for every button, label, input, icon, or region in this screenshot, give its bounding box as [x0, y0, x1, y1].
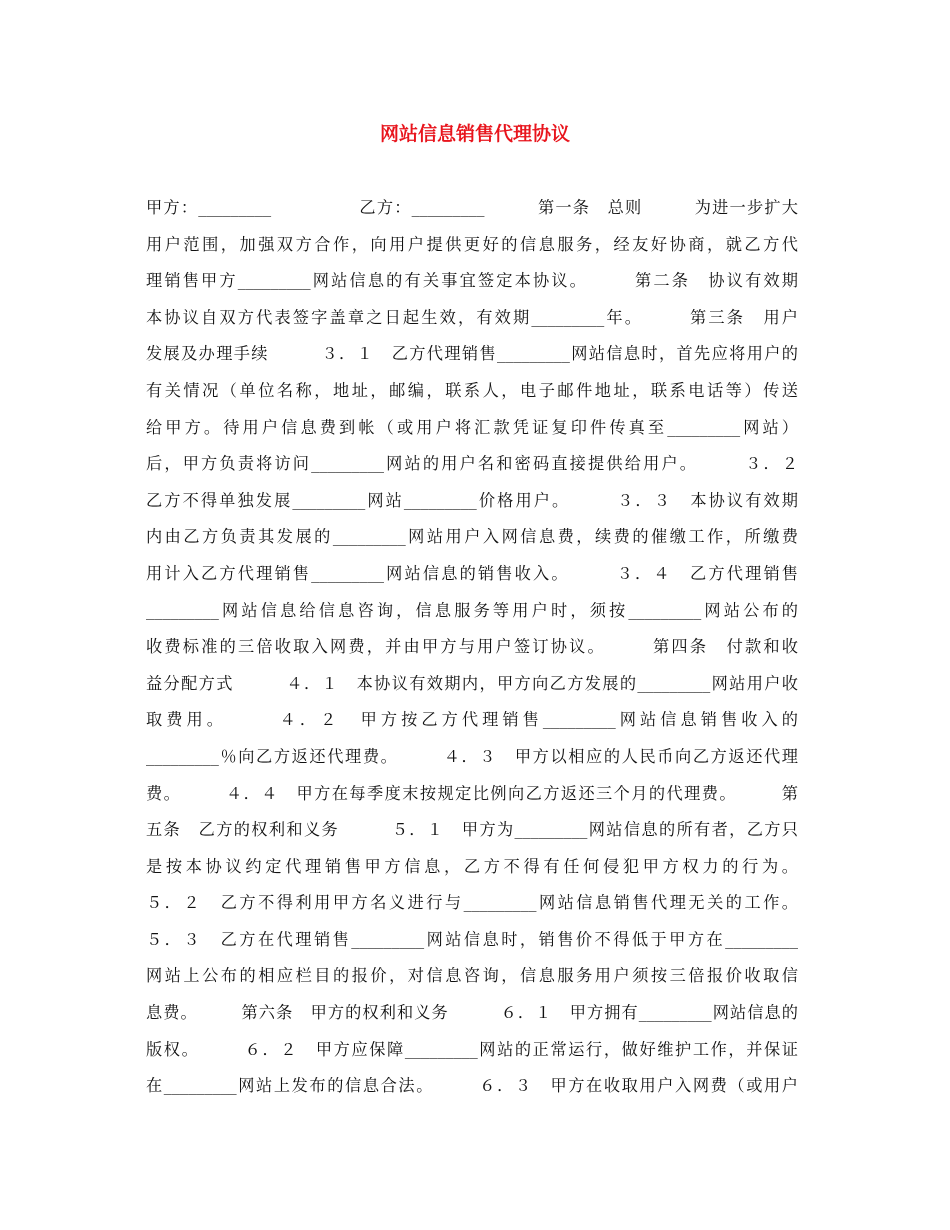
body-line-23: 息费。 第六条 甲方的权利和义务 ６．１ 甲方拥有_________网站信息的 — [146, 1003, 798, 1023]
body-line-20: ５．２ 乙方不得利用甲方名义进行与_________网站信息销售代理无关的工作。 — [146, 893, 798, 913]
body-line-13: 收费标准的三倍收取入网费，并由甲方与用户签订协议。 第四条 付款和收 — [146, 637, 798, 657]
body-line-24: 版权。 ６．２ 甲方应保障_________网站的正常运行，做好维护工作，并保证 — [146, 1039, 798, 1059]
body-line-12: _________网站信息给信息咨询，信息服务等用户时，须按_________网站公布的 — [146, 600, 798, 620]
body-line-8: 后，甲方负责将访问_________网站的用户名和密码直接提供给用户。 ３．２ — [146, 454, 798, 474]
body-line-18: 五条 乙方的权利和义务 ５．１ 甲方为_________网站信息的所有者，乙方只 — [146, 820, 798, 840]
body-line-11: 用计入乙方代理销售_________网站信息的销售收入。 ３．４ 乙方代理销售 — [146, 563, 798, 583]
body-line-14: 益分配方式 ４．１ 本协议有效期内，甲方向乙方发展的_________网站用户收 — [146, 673, 798, 693]
body-line-19: 是按本协议约定代理销售甲方信息，乙方不得有任何侵犯甲方权力的行为。 — [146, 856, 798, 876]
body-line-22: 网站上公布的相应栏目的报价，对信息咨询，信息服务用户须按三倍报价收取信 — [146, 966, 798, 986]
body-line-5: 发展及办理手续 ３．１ 乙方代理销售_________网站信息时，首先应将用户的 — [146, 344, 798, 364]
body-line-3: 理销售甲方_________网站信息的有关事宜签定本协议。 第二条 协议有效期 — [146, 271, 798, 291]
body-line-9: 乙方不得单独发展_________网站_________价格用户。 ３．３ 本协议有效期 — [146, 490, 798, 510]
body-line-4: 本协议自双方代表签字盖章之日起生效，有效期_________年。 第三条 用户 — [146, 307, 798, 327]
body-line-15: 取费用。 ４．２ 甲方按乙方代理销售_________网站信息销售收入的 — [146, 710, 798, 730]
document-body — [146, 190, 798, 1105]
body-line-25: 在_________网站上发布的信息合法。 ６．３ 甲方在收取用户入网费（或用户 — [146, 1076, 798, 1096]
body-line-17: 费。 ４．４ 甲方在每季度末按规定比例向乙方返还三个月的代理费。 第 — [146, 783, 798, 803]
body-line-10: 内由乙方负责其发展的_________网站用户入网信息费，续费的催缴工作，所缴费 — [146, 527, 798, 547]
body-line-16: _________％向乙方返还代理费。 ４．３ 甲方以相应的人民币向乙方返还代理 — [146, 746, 798, 766]
body-line-7: 给甲方。待用户信息费到帐（或用户将汇款凭证复印件传真至_________网站） — [146, 417, 798, 437]
body-line-1: 甲方：_________ 乙方：_________ 第一条 总则 为进一步扩大 — [146, 198, 798, 217]
document-title: 网站信息销售代理协议 — [379, 123, 570, 145]
body-line-6: 有关情况（单位名称，地址，邮编，联系人，电子邮件地址，联系电话等）传送 — [146, 380, 798, 400]
body-line-21: ５．３ 乙方在代理销售_________网站信息时，销售价不得低于甲方在_________ — [146, 929, 798, 949]
body-line-2: 用户范围，加强双方合作，向用户提供更好的信息服务，经友好协商，就乙方代 — [146, 234, 798, 254]
